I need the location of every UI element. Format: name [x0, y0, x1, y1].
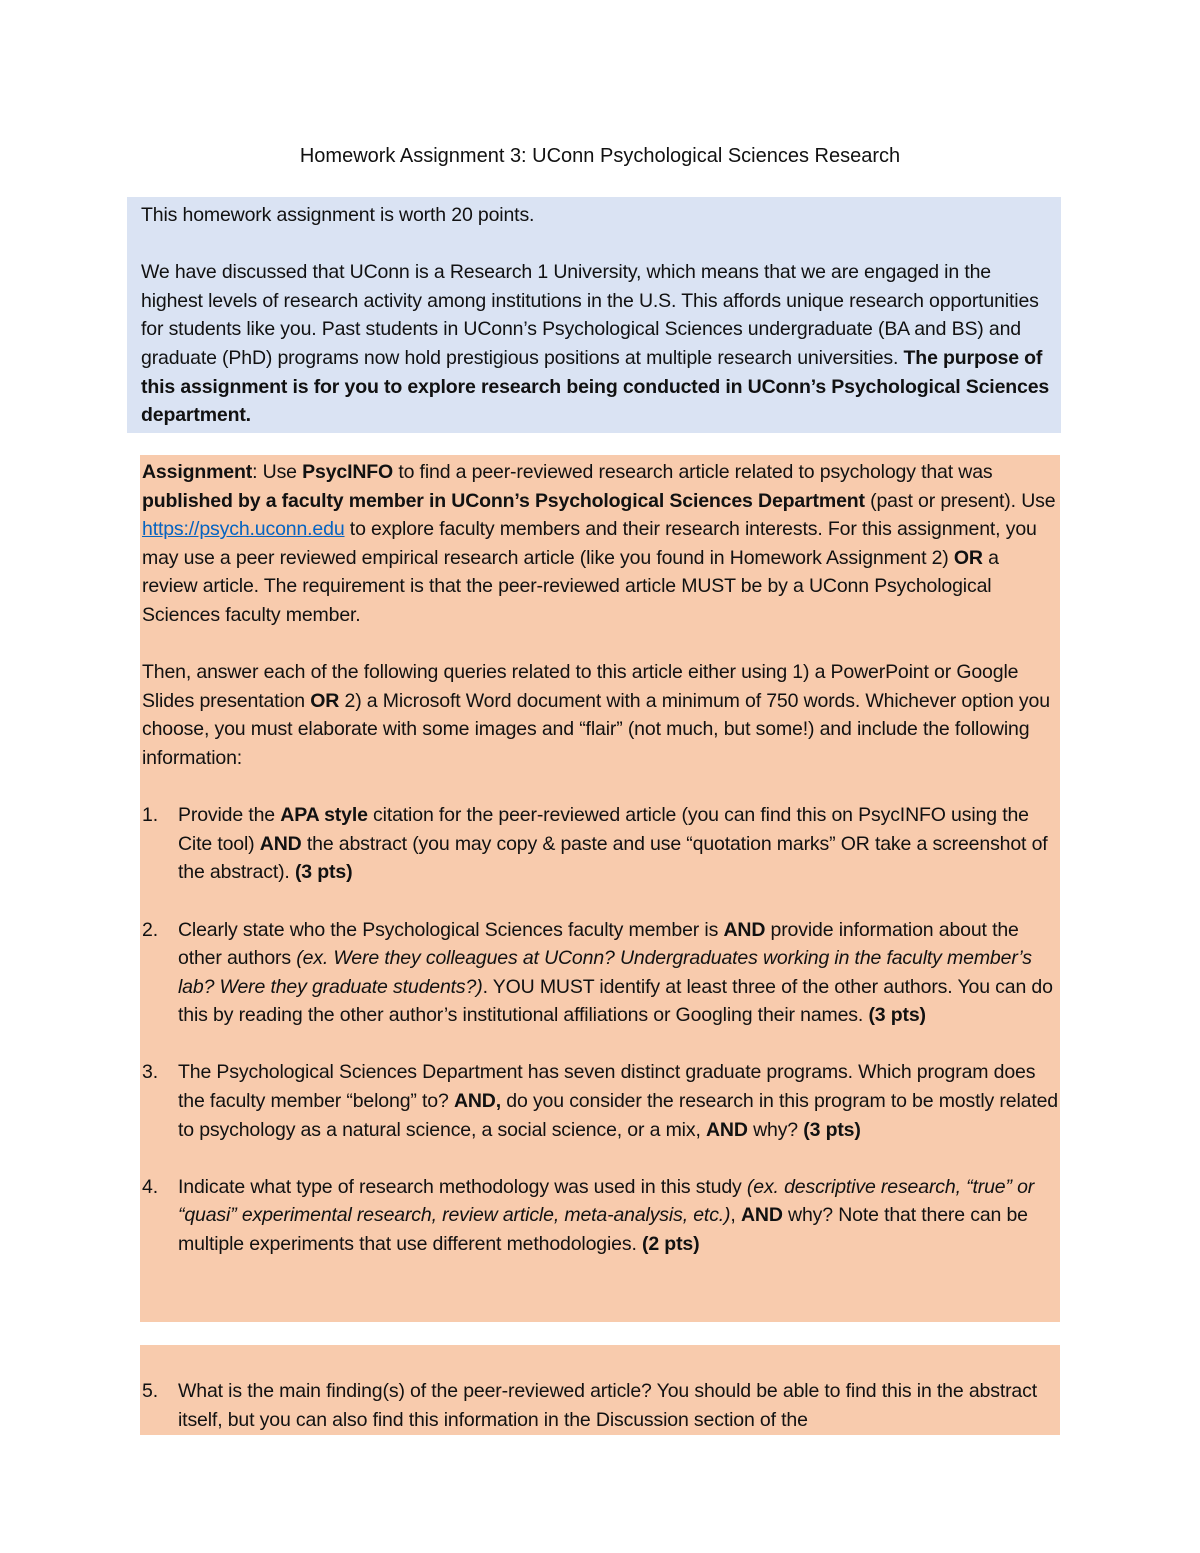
psycinfo-label: PsycINFO: [302, 461, 394, 483]
intro-text: We have discussed that UConn is a Research 1 University, which means that we are engaged in the highest levels of research activity among institutions in the U.S. This affords unique research opportunities for students like you. Past students in UConn’s Psychological Sciences undergraduate (BA and BS) and graduate (PhD) programs now hold prestigious positions at multiple research universities.: [141, 261, 1039, 369]
intro-box: [127, 197, 1061, 433]
spacer: [141, 230, 1055, 259]
list-item: [142, 801, 1058, 887]
list-item-text: What is the main finding(s) of the peer-reviewed article? You should be able to find this in the abstract itself, but you can also find this information in the Discussion section of the: [178, 1380, 1037, 1431]
points-label: (3 pts): [868, 1004, 926, 1027]
list-item-text: Indicate what type of research methodology was used in this study (ex. descriptive research, “true” or “quasi” experimental research, review article, meta-analysis, etc.), AND why? Note that there can be multiple experiments that use different methodologies. (2 pts): [178, 1175, 1035, 1256]
instructions-text: 2) a Microsoft Word document with a minimum of 750 words. Whichever option you choose, you must elaborate with some images and “flair” (not much, but some!) and include the following information:: [142, 689, 1050, 769]
assignment-box: [140, 455, 1060, 1322]
list-item-text: Clearly state who the Psychological Sciences faculty member is AND provide information about the other authors (ex. Were they colleagues at UConn? Undergraduates working in the faculty member’s lab? Were they graduate students?). YOU MUST identify at least three of the other authors. You can do this by reading the other author’s institutional affiliations or Googling their names. (3 pts): [178, 918, 1053, 1027]
list-item-text: The Psychological Sciences Department has seven distinct graduate programs. Which program does the faculty member “belong” to? AND, do you consider the research in this program to be mostly related to psychology as a natural science, a social science, or a mix, AND why? (3 pts): [178, 1061, 1058, 1141]
list-number: 4.: [142, 1175, 158, 1198]
assignment-text: to find a peer-reviewed research article related to psychology that was: [393, 461, 993, 483]
assignment-label: Assignment: [142, 461, 253, 483]
spacer: [142, 630, 1058, 659]
list-item: [142, 1058, 1058, 1144]
instructions-text: Then, answer each of the following queries related to this article either using 1) a PowerPoint or Google Slides presentation: [142, 661, 1019, 712]
assignment-paragraph: [142, 458, 1058, 630]
intro-paragraph: [141, 258, 1055, 430]
list-item: [142, 916, 1058, 1030]
or-emphasis: OR: [953, 546, 983, 569]
published-requirement: published by a faculty member in UConn’s Psychological Sciences Department: [142, 489, 865, 512]
assignment-box-continued: [140, 1345, 1060, 1435]
points-label: (3 pts): [294, 861, 353, 884]
page-title: Homework Assignment 3: UConn Psychological Sciences Research: [299, 145, 901, 167]
assignment-text: to explore faculty members and their research interests. For this assignment, you may use a peer reviewed empirical research article (like you found in Homework Assignment 2): [142, 518, 1037, 569]
purpose-statement: The purpose of this assignment is for you to explore research being conducted in UConn’s Psychological Sciences department.: [141, 346, 1050, 427]
list-item-text: Provide the APA style citation for the peer-reviewed article (you can find this on PsycINFO using the Cite tool) AND the abstract (you may copy & paste and use “quotation marks” OR take a screenshot of the abstract). (3 pts): [178, 804, 1048, 884]
list-item: [142, 1377, 1058, 1434]
list-item: [142, 1173, 1058, 1259]
list-number: 2.: [142, 918, 158, 941]
psych-uconn-link[interactable]: https://psych.uconn.edu: [142, 518, 345, 541]
points-label: (3 pts): [803, 1118, 861, 1141]
instructions-paragraph: [142, 658, 1058, 772]
assignment-text: a review article. The requirement is that the peer-reviewed article MUST be by a UConn Psychological Sciences faculty member.: [142, 546, 999, 626]
list-number: 5.: [142, 1380, 158, 1402]
list-number: 1.: [142, 804, 158, 827]
points-worth-text: This homework assignment is worth 20 points.: [141, 204, 535, 226]
list-number: 3.: [142, 1061, 158, 1084]
or-emphasis: OR: [310, 689, 340, 712]
spacer: [142, 773, 1058, 802]
points-label: (2 pts): [642, 1233, 700, 1256]
assignment-text: (past or present). Use: [864, 489, 1056, 512]
assignment-text: : Use: [252, 461, 303, 483]
